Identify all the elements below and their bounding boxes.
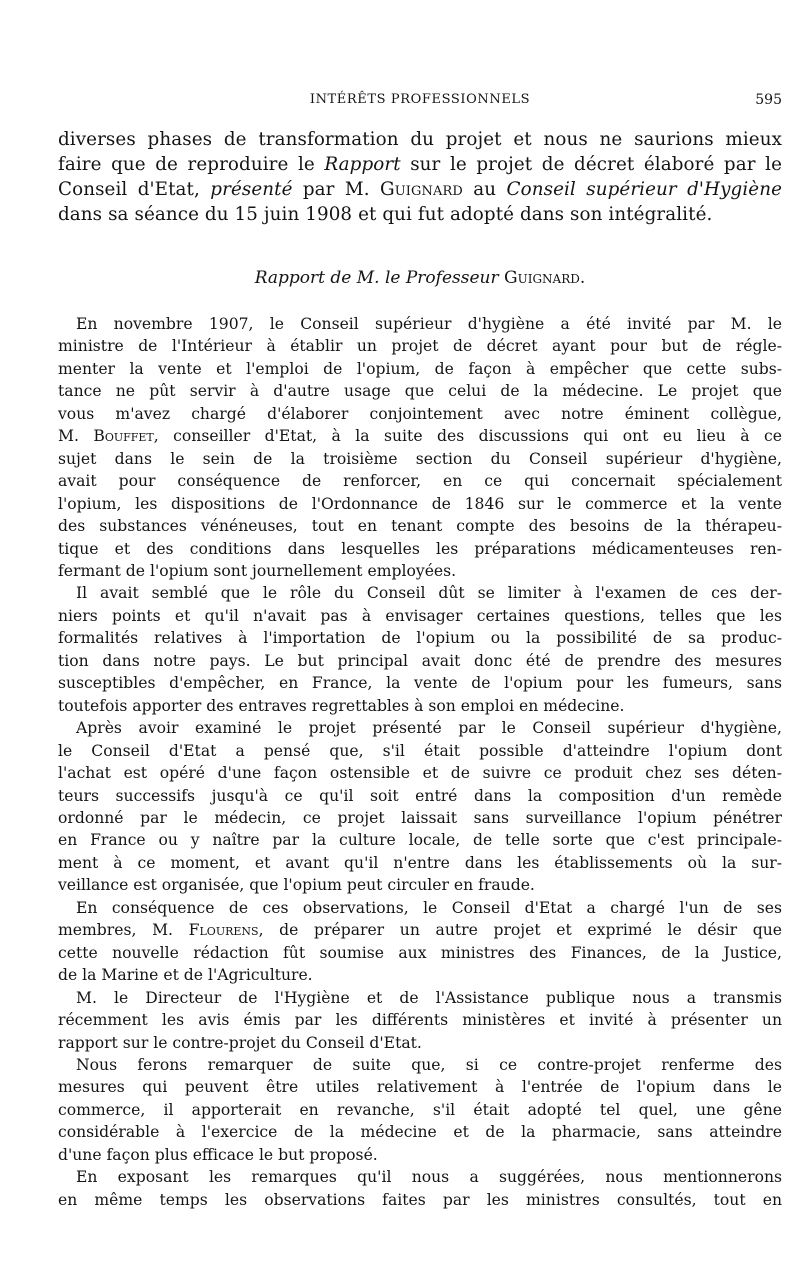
paragraph-7 [58,1166,782,1211]
text-line: le Conseil d'Etat a pensé que, s'il était possible d'atteindre l'opium dont [58,741,782,760]
page-header [58,92,782,114]
paragraph-4 [58,897,782,987]
text-line: fermant de l'opium sont journellement employées. [58,561,457,580]
running-head: INTÉRÊTS PROFESSIONNELS [309,92,531,107]
text-line [58,177,782,202]
text-fragment: , de préparer un autre projet et exprimé le désir que [258,921,782,940]
paragraph-5 [58,987,782,1054]
text-line [58,152,782,177]
person-name: Flourens [188,921,259,940]
text-line: en France ou y naître par la culture locale, de telle sorte que c'est principale- [58,831,782,850]
text-fragment: M. le Directeur de l'Hygiène et de l'Assistance publique nous a transmis [76,988,782,1007]
text-line: commerce, il apporterait en revanche, s'il était adopté tel quel, une gêne [58,1100,782,1119]
section-title-end: . [579,268,586,288]
paragraph-2 [58,582,782,717]
text-fragment: Après avoir examiné le projet présenté par le Conseil supérieur d'hygiène, [76,719,782,738]
text-line: veillance est organisée, que l'opium peut circuler en fraude. [58,876,535,895]
text-line: ministre de l'Intérieur à établir un projet de décret ayant pour but de régle- [58,337,782,356]
italic-institution: Conseil supérieur d'Hygiène [506,179,782,200]
text-fragment: En conséquence de ces observations, le Conseil d'Etat a chargé l'un de ses [76,898,782,917]
italic-word: présenté [210,179,293,200]
text-line: niers points et qu'il n'avait pas à envisager certaines questions, telles que les [58,606,782,625]
text-fragment: sur le projet de décret élaboré par le [400,154,782,175]
text-line: en même temps les observations faites par les ministres consultés, tout en [58,1190,782,1209]
text-line: l'opium, les dispositions de l'Ordonnance de 1846 sur le commerce et la vente [58,494,782,513]
text-line [58,1054,782,1076]
text-line [58,717,782,739]
text-fragment: , conseiller d'Etat, à la suite des discussions qui ont eu lieu à ce [153,427,782,446]
text-line: tique et des conditions dans lesquelles les préparations médicamenteuses ren- [58,539,782,558]
text-line: rapport sur le contre-projet du Conseil d'Etat. [58,1033,422,1052]
page-number: 595 [755,92,782,108]
text-line: tance ne pût servir à d'autre usage que celui de la médecine. Le projet que [58,382,782,401]
text-fragment: au [462,179,507,200]
author-name: Guignard [380,179,463,200]
text-line: considérable à l'exercice de la médecine et de la pharmacie, sans atteindre [58,1123,782,1142]
italic-title: Rapport [324,154,401,175]
text-fragment: faire que de reproduire le [58,154,325,175]
text-fragment: Il avait semblé que le rôle du Conseil dût se limiter à l'examen de ces der- [76,584,782,603]
text-line [58,987,782,1009]
text-line: ment à ce moment, et avant qu'il n'entre dans les établissements où la sur- [58,853,782,872]
text-line [58,425,782,447]
text-line: dans sa séance du 15 juin 1908 et qui fut adopté dans son intégralité. [58,204,713,225]
text-line: tion dans notre pays. Le but principal avait donc été de prendre des mesures [58,651,782,670]
person-name: Bouffet [93,427,154,446]
text-fragment: Nous ferons remarquer de suite que, si ce contre-projet renferme des [76,1055,782,1074]
paragraph-3 [58,717,782,897]
text-line: d'une façon plus efficace le but proposé. [58,1145,378,1164]
text-line [58,897,782,919]
text-line: ordonné par le médecin, ce projet laissait sans surveillance l'opium pénétrer [58,808,782,827]
paragraph-1 [58,313,782,582]
text-line: diverses phases de transformation du projet et nous ne saurions mieux [58,129,782,150]
text-line: récemment les avis émis par les différents ministères et invité à présenter un [58,1011,782,1030]
text-fragment: M. [58,427,94,446]
text-fragment: Conseil d'Etat, [58,179,211,200]
text-fragment: En novembre 1907, le Conseil supérieur d'hygiène a été invité par M. le [76,315,782,333]
report-body [58,313,782,1211]
text-line: des substances vénéneuses, tout en tenant compte des besoins de la thérapeu- [58,517,782,536]
text-line [58,1166,782,1188]
text-line: cette nouvelle rédaction fût soumise aux ministres des Finances, de la Justice, [58,943,782,962]
text-line: teurs successifs jusqu'à ce qu'il soit entré dans la composition d'un remède [58,786,782,805]
intro-paragraph [58,127,782,227]
text-line: l'achat est opéré d'une façon ostensible et de suivre ce produit chez ses déten- [58,764,782,783]
text-line [58,582,782,604]
text-line: vous m'avez chargé d'élaborer conjointement avec notre éminent collègue, [58,404,782,423]
text-line: mesures qui peuvent être utiles relativement à l'entrée de l'opium dans le [58,1078,782,1097]
text-fragment: membres, M. [58,921,189,940]
text-line: toutefois apporter des entraves regrettables à son emploi en médecine. [58,696,625,715]
section-title [58,266,782,290]
text-fragment: En exposant les remarques qu'il nous a suggérées, nous mentionnerons [76,1168,782,1187]
text-line: menter la vente et l'emploi de l'opium, de façon à empêcher que cette subs- [58,359,782,378]
text-line [58,313,782,335]
text-line [58,919,782,941]
section-title-italic: Rapport de M. le Professeur [254,268,499,288]
text-line: avait pour conséquence de renforcer, en ce qui concernait spécialement [58,472,782,491]
text-line: de la Marine et de l'Agriculture. [58,966,313,985]
text-fragment: par M. [292,179,381,200]
section-title-name: Guignard [504,268,580,288]
text-line: susceptibles d'empêcher, en France, la vente de l'opium pour les fumeurs, sans [58,674,782,693]
text-line: sujet dans le sein de la troisième section du Conseil supérieur d'hygiène, [58,449,782,468]
text-block [58,127,782,1211]
paragraph-6 [58,1054,782,1166]
text-line: formalités relatives à l'importation de l'opium ou la possibilité de sa produc- [58,629,782,648]
